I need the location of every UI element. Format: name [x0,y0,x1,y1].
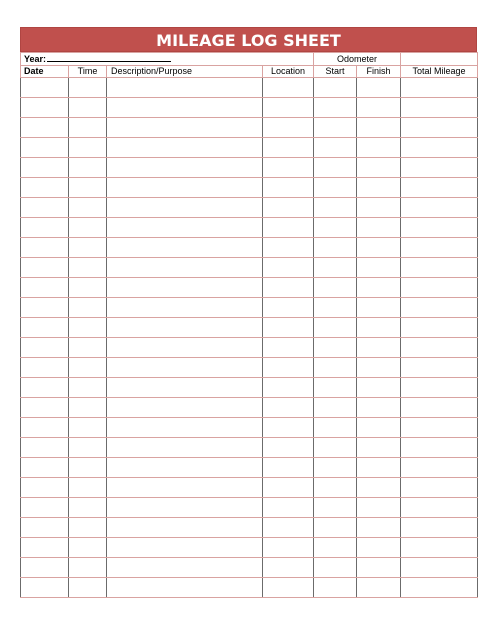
cell-time[interactable] [69,398,107,418]
cell-date[interactable] [21,318,69,338]
year-odometer-row [21,53,478,66]
cell-start[interactable] [314,258,357,278]
cell-location[interactable] [263,238,314,258]
cell-location[interactable] [263,278,314,298]
cell-total-mileage[interactable] [401,498,478,518]
cell-description[interactable] [107,478,263,498]
cell-description[interactable] [107,138,263,158]
cell-date[interactable] [21,178,69,198]
cell-location[interactable] [263,578,314,598]
cell-description[interactable] [107,558,263,578]
log-row [21,118,478,138]
cell-finish[interactable] [357,418,401,438]
cell-time[interactable] [69,318,107,338]
cell-start[interactable] [314,538,357,558]
log-row [21,138,478,158]
cell-date[interactable] [21,98,69,118]
cell-total-mileage[interactable] [401,538,478,558]
cell-date[interactable] [21,518,69,538]
cell-finish[interactable] [357,238,401,258]
cell-finish[interactable] [357,298,401,318]
cell-time[interactable] [69,538,107,558]
cell-location[interactable] [263,258,314,278]
cell-finish[interactable] [357,78,401,98]
cell-time[interactable] [69,138,107,158]
log-row [21,258,478,278]
cell-description[interactable] [107,198,263,218]
cell-description[interactable] [107,78,263,98]
cell-start[interactable] [314,218,357,238]
cell-location[interactable] [263,458,314,478]
cell-time[interactable] [69,378,107,398]
cell-finish[interactable] [357,278,401,298]
cell-start[interactable] [314,558,357,578]
cell-time[interactable] [69,78,107,98]
sheet-title: MILEAGE LOG SHEET [20,27,477,52]
cell-total-mileage[interactable] [401,98,478,118]
col-header-description: Description/Purpose [107,66,263,78]
log-row [21,298,478,318]
cell-date[interactable] [21,358,69,378]
cell-date[interactable] [21,438,69,458]
cell-start[interactable] [314,98,357,118]
cell-date[interactable] [21,498,69,518]
cell-description[interactable] [107,98,263,118]
cell-description[interactable] [107,338,263,358]
log-row [21,78,478,98]
cell-start[interactable] [314,458,357,478]
log-row [21,198,478,218]
cell-finish[interactable] [357,218,401,238]
cell-time[interactable] [69,98,107,118]
cell-total-mileage[interactable] [401,138,478,158]
cell-total-mileage[interactable] [401,578,478,598]
cell-time[interactable] [69,158,107,178]
column-header-row [21,66,478,78]
cell-time[interactable] [69,218,107,238]
cell-location[interactable] [263,78,314,98]
cell-description[interactable] [107,298,263,318]
cell-date[interactable] [21,558,69,578]
cell-date[interactable] [21,258,69,278]
cell-date[interactable] [21,458,69,478]
cell-total-mileage[interactable] [401,218,478,238]
cell-start[interactable] [314,138,357,158]
cell-total-mileage[interactable] [401,318,478,338]
cell-finish[interactable] [357,358,401,378]
cell-location[interactable] [263,118,314,138]
cell-date[interactable] [21,478,69,498]
cell-finish[interactable] [357,118,401,138]
log-row [21,238,478,258]
odometer-header: Odometer [314,53,401,66]
log-row [21,498,478,518]
cell-start[interactable] [314,438,357,458]
cell-start[interactable] [314,278,357,298]
cell-location[interactable] [263,218,314,238]
cell-time[interactable] [69,298,107,318]
cell-location[interactable] [263,538,314,558]
cell-total-mileage[interactable] [401,178,478,198]
cell-location[interactable] [263,418,314,438]
log-row [21,418,478,438]
log-row [21,398,478,418]
cell-total-mileage[interactable] [401,258,478,278]
cell-date[interactable] [21,378,69,398]
cell-description[interactable] [107,238,263,258]
cell-date[interactable] [21,198,69,218]
cell-start[interactable] [314,398,357,418]
cell-description[interactable] [107,578,263,598]
cell-finish[interactable] [357,258,401,278]
cell-date[interactable] [21,218,69,238]
cell-start[interactable] [314,518,357,538]
log-row [21,98,478,118]
cell-finish[interactable] [357,318,401,338]
cell-start[interactable] [314,338,357,358]
cell-location[interactable] [263,338,314,358]
cell-start[interactable] [314,578,357,598]
log-row [21,478,478,498]
cell-date[interactable] [21,298,69,318]
cell-start[interactable] [314,318,357,338]
log-row [21,278,478,298]
cell-finish[interactable] [357,158,401,178]
cell-location[interactable] [263,178,314,198]
cell-total-mileage[interactable] [401,558,478,578]
log-row [21,338,478,358]
cell-total-mileage[interactable] [401,78,478,98]
cell-total-mileage[interactable] [401,378,478,398]
cell-finish[interactable] [357,478,401,498]
cell-description[interactable] [107,358,263,378]
cell-date[interactable] [21,398,69,418]
cell-time[interactable] [69,278,107,298]
cell-total-mileage[interactable] [401,518,478,538]
cell-total-mileage[interactable] [401,198,478,218]
cell-start[interactable] [314,238,357,258]
year-cell[interactable] [21,53,314,66]
cell-start[interactable] [314,78,357,98]
cell-time[interactable] [69,198,107,218]
col-header-location: Location [263,66,314,78]
log-row [21,358,478,378]
cell-date[interactable] [21,118,69,138]
cell-finish[interactable] [357,398,401,418]
odometer-spacer [401,53,478,66]
cell-start[interactable] [314,418,357,438]
log-row [21,218,478,238]
cell-time[interactable] [69,458,107,478]
cell-time[interactable] [69,558,107,578]
cell-date[interactable] [21,158,69,178]
year-blank-line[interactable] [47,53,171,62]
col-header-total-mileage: Total Mileage [401,66,478,78]
cell-location[interactable] [263,198,314,218]
year-label: Year: [24,54,47,64]
log-row [21,158,478,178]
cell-total-mileage[interactable] [401,158,478,178]
cell-time[interactable] [69,478,107,498]
cell-finish[interactable] [357,578,401,598]
cell-description[interactable] [107,278,263,298]
log-rows [21,78,478,598]
cell-description[interactable] [107,498,263,518]
col-header-finish: Finish [357,66,401,78]
cell-total-mileage[interactable] [401,358,478,378]
cell-finish[interactable] [357,518,401,538]
cell-date[interactable] [21,538,69,558]
cell-total-mileage[interactable] [401,338,478,358]
cell-start[interactable] [314,198,357,218]
cell-description[interactable] [107,518,263,538]
cell-time[interactable] [69,578,107,598]
cell-start[interactable] [314,378,357,398]
cell-start[interactable] [314,178,357,198]
cell-location[interactable] [263,298,314,318]
cell-total-mileage[interactable] [401,478,478,498]
cell-description[interactable] [107,178,263,198]
cell-start[interactable] [314,118,357,138]
cell-location[interactable] [263,518,314,538]
cell-start[interactable] [314,478,357,498]
cell-total-mileage[interactable] [401,438,478,458]
cell-location[interactable] [263,438,314,458]
cell-location[interactable] [263,358,314,378]
cell-location[interactable] [263,498,314,518]
cell-finish[interactable] [357,198,401,218]
cell-finish[interactable] [357,438,401,458]
cell-date[interactable] [21,418,69,438]
cell-description[interactable] [107,258,263,278]
cell-date[interactable] [21,278,69,298]
cell-description[interactable] [107,538,263,558]
mileage-log-sheet [20,27,477,598]
cell-time[interactable] [69,358,107,378]
cell-date[interactable] [21,338,69,358]
cell-finish[interactable] [357,98,401,118]
col-header-start: Start [314,66,357,78]
cell-finish[interactable] [357,378,401,398]
cell-date[interactable] [21,138,69,158]
cell-description[interactable] [107,318,263,338]
cell-start[interactable] [314,498,357,518]
cell-start[interactable] [314,298,357,318]
cell-description[interactable] [107,458,263,478]
cell-location[interactable] [263,398,314,418]
cell-description[interactable] [107,438,263,458]
log-row [21,378,478,398]
log-row [21,458,478,478]
log-row [21,538,478,558]
cell-finish[interactable] [357,498,401,518]
cell-start[interactable] [314,358,357,378]
col-header-time: Time [69,66,107,78]
log-row [21,578,478,598]
cell-description[interactable] [107,118,263,138]
cell-total-mileage[interactable] [401,418,478,438]
cell-finish[interactable] [357,338,401,358]
cell-total-mileage[interactable] [401,238,478,258]
cell-finish[interactable] [357,178,401,198]
cell-location[interactable] [263,158,314,178]
cell-total-mileage[interactable] [401,118,478,138]
cell-total-mileage[interactable] [401,278,478,298]
cell-time[interactable] [69,418,107,438]
cell-description[interactable] [107,418,263,438]
cell-time[interactable] [69,178,107,198]
log-table [20,52,478,598]
cell-time[interactable] [69,338,107,358]
cell-description[interactable] [107,398,263,418]
cell-time[interactable] [69,258,107,278]
cell-time[interactable] [69,518,107,538]
cell-description[interactable] [107,158,263,178]
cell-time[interactable] [69,438,107,458]
log-row [21,178,478,198]
log-row [21,518,478,538]
cell-description[interactable] [107,218,263,238]
cell-time[interactable] [69,498,107,518]
cell-location[interactable] [263,378,314,398]
cell-location[interactable] [263,558,314,578]
cell-start[interactable] [314,158,357,178]
cell-time[interactable] [69,238,107,258]
cell-date[interactable] [21,78,69,98]
cell-finish[interactable] [357,458,401,478]
cell-location[interactable] [263,478,314,498]
col-header-date: Date [21,66,69,78]
cell-finish[interactable] [357,138,401,158]
cell-location[interactable] [263,138,314,158]
cell-date[interactable] [21,238,69,258]
cell-location[interactable] [263,98,314,118]
cell-total-mileage[interactable] [401,458,478,478]
cell-total-mileage[interactable] [401,298,478,318]
log-row [21,558,478,578]
cell-location[interactable] [263,318,314,338]
cell-finish[interactable] [357,538,401,558]
cell-finish[interactable] [357,558,401,578]
log-row [21,318,478,338]
cell-description[interactable] [107,378,263,398]
cell-time[interactable] [69,118,107,138]
log-row [21,438,478,458]
cell-date[interactable] [21,578,69,598]
cell-total-mileage[interactable] [401,398,478,418]
